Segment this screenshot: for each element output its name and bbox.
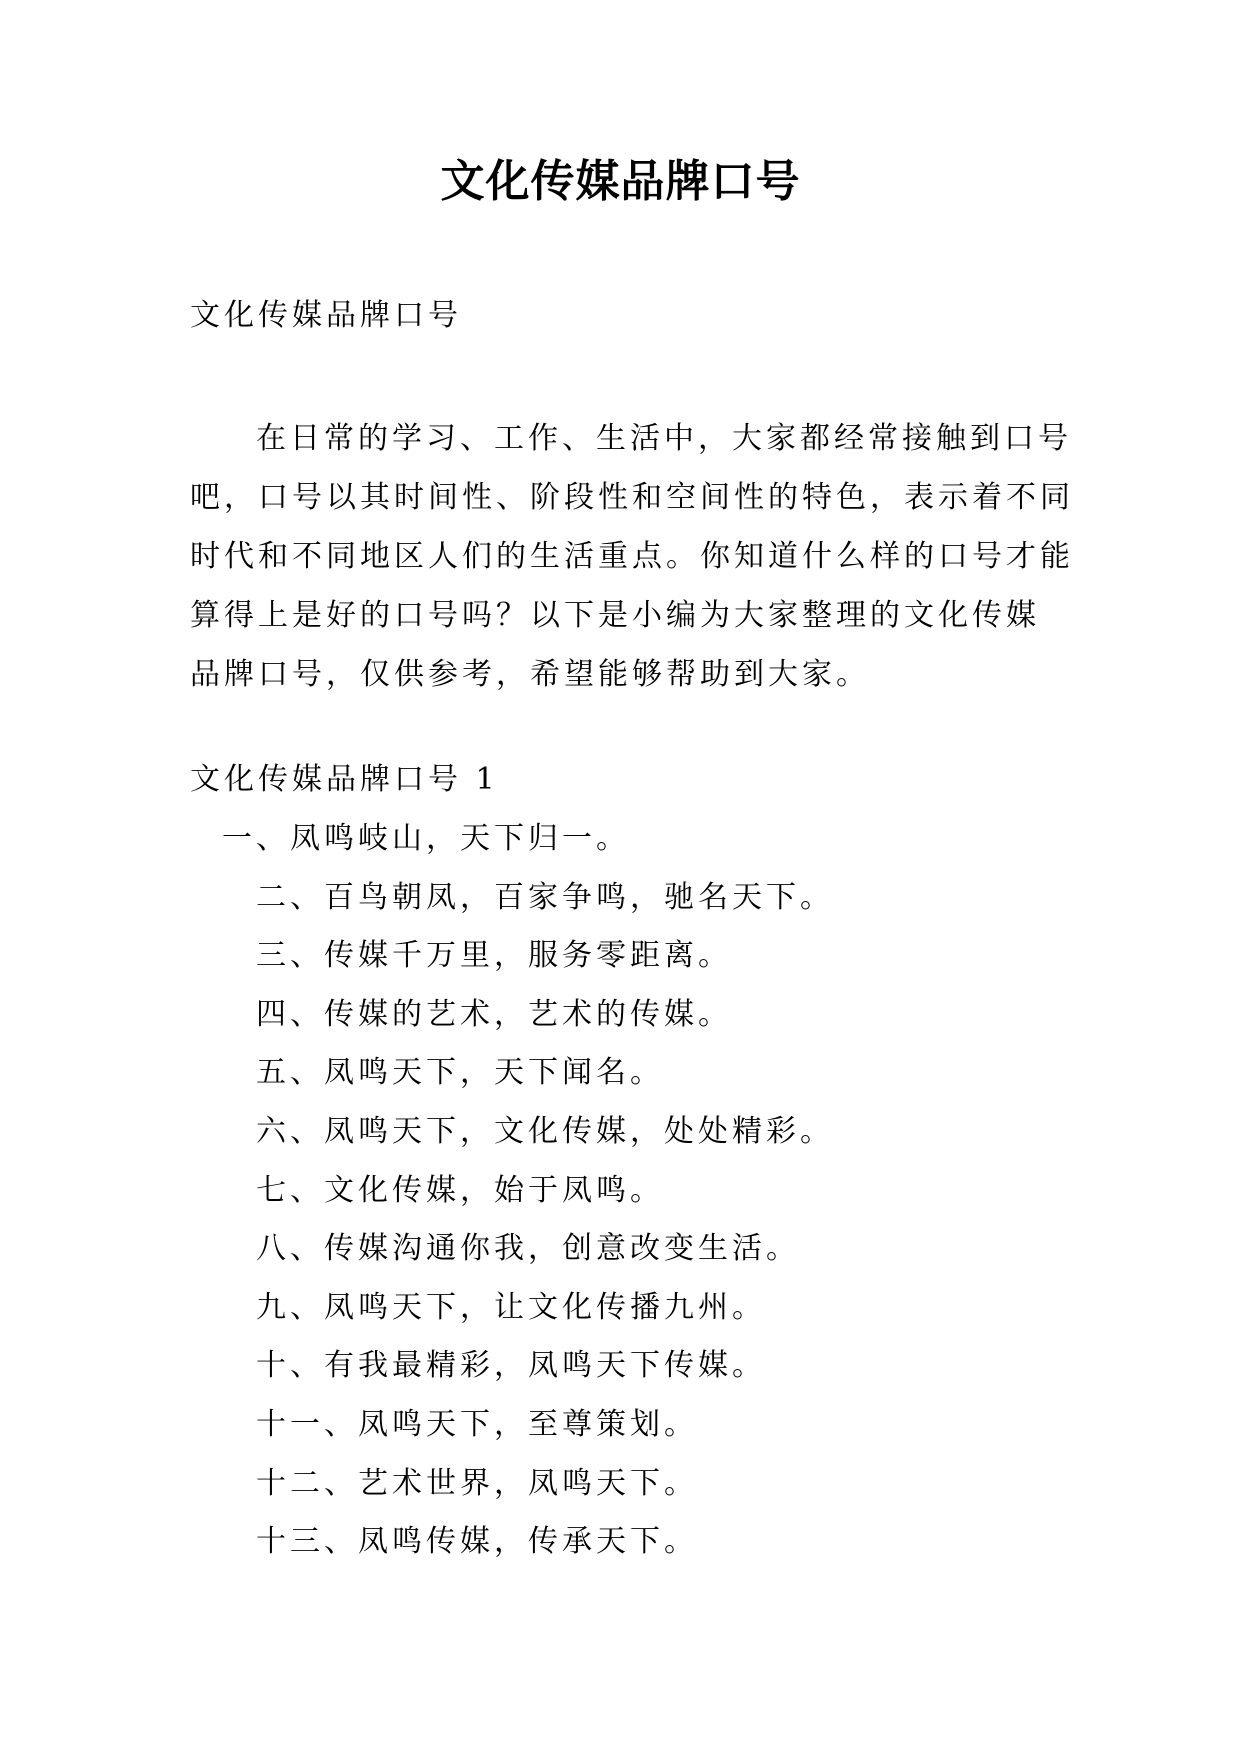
slogan-item: 二、百鸟朝凤，百家争鸣，驰名天下。 [256,879,834,915]
slogan-item: 十三、凤鸣传媒，传承天下。 [256,1524,698,1560]
slogan-item: 六、凤鸣天下，文化传媒，处处精彩。 [256,1113,834,1149]
intro-paragraph [190,409,1074,704]
intro-line: 算得上是好的口号吗？以下是小编为大家整理的文化传媒 [190,598,1040,633]
slogan-item: 三、传媒千万里，服务零距离。 [256,938,732,974]
slogan-item: 十、有我最精彩，凤鸣天下传媒。 [256,1348,766,1384]
intro-line: 吧，口号以其时间性、阶段性和空间性的特色，表示着不同 [190,480,1074,515]
slogan-item: 五、凤鸣天下，天下闻名。 [256,1055,664,1091]
document-title: 文化传媒品牌口号 [440,156,801,207]
slogan-item: 一、凤鸣岐山，天下归一。 [222,821,630,856]
slogan-item: 七、文化传媒，始于凤鸣。 [256,1172,664,1208]
slogan-item: 八、传媒沟通你我，创意改变生活。 [256,1231,800,1267]
intro-line: 在日常的学习、工作、生活中，大家都经常接触到口号 [256,421,1072,456]
slogan-list [0,819,1241,1581]
slogan-item: 九、凤鸣天下，让文化传播九州。 [256,1289,766,1325]
document-subtitle: 文化传媒品牌口号 [190,298,462,333]
intro-line: 时代和不同地区人们的生活重点。你知道什么样的口号才能 [190,539,1074,574]
intro-line: 品牌口号，仅供参考，希望能够帮助到大家。 [190,657,870,692]
section-heading: 文化传媒品牌口号 1 [190,762,499,797]
slogan-item: 十二、艺术世界，凤鸣天下。 [256,1465,698,1501]
slogan-item: 四、传媒的艺术，艺术的传媒。 [256,996,732,1032]
slogan-item: 十一、凤鸣天下，至尊策划。 [256,1406,698,1442]
